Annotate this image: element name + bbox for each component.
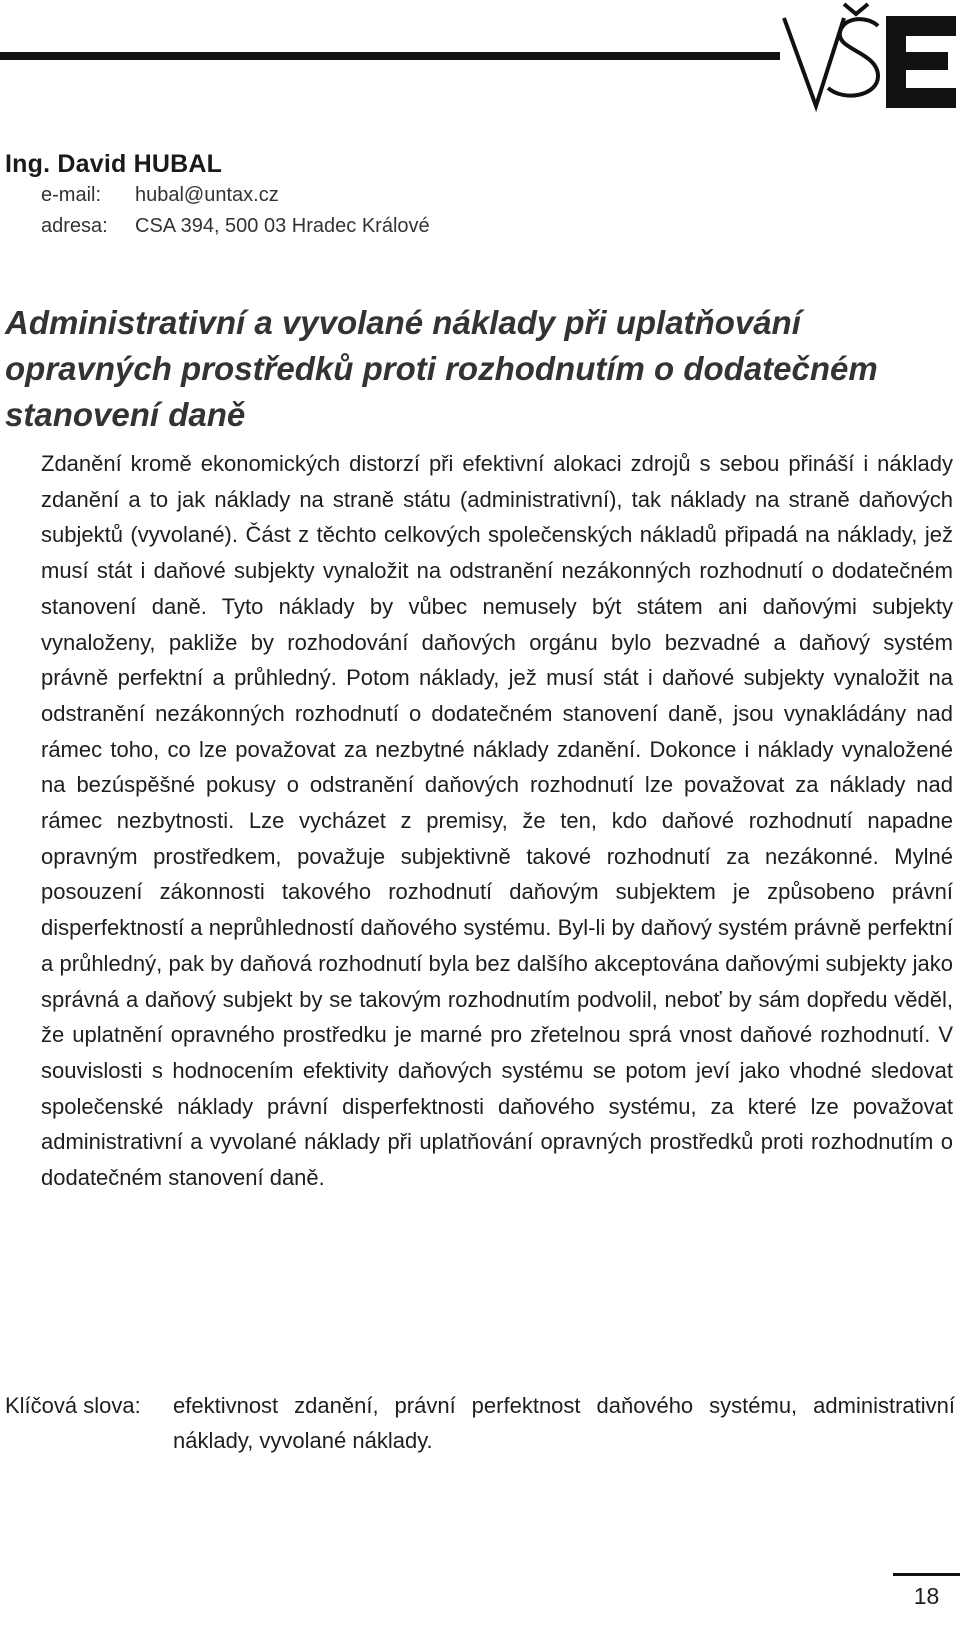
author-address-row (41, 215, 430, 238)
keywords-value: efektivnost zdanění, právní perfektnost daňového systému, administrativní náklady, vyvolané náklady. (173, 1393, 955, 1453)
author-email-row (41, 184, 279, 207)
header-rule (0, 52, 780, 60)
abstract-text: Zdanění kromě ekonomických distorzí při efektivní alokaci zdrojů s sebou přináší i náklady zdanění a to jak náklady na straně státu (administrativní), tak náklady na straně daňových subjektů (vyvolané). Část z těchto celkových společenských nákladů připadá na náklady, jež musí stát i daňové subjekty vynaložit na odstranění nezákonných rozhodnutí o dodatečném stanovení daně. Tyto náklady by vůbec nemusely být státem ani daňovými subjekty vynaloženy, pakliže by rozhodování daňových orgánu bylo bezvadné a daňový systém právně perfektní a průhledný. Potom náklady, jež musí stát i daňové subjekty vynaložit na odstranění nezákonných rozhodnutí o dodatečném stanovení daně, jsou vynakládány nad rámec toho, co lze považovat za nezbytné náklady zdanění. Dokonce i náklady vynaložené na bezúspěšné pokusy o odstranění daňových rozhodnutí lze považovat za náklady nad rámec nezbytnosti. Lze vycházet z premisy, že ten, kdo daňové rozhodnutí napadne opravným prostředkem, považuje subjektivně takové rozhodnutí za nezákonné. Mylné posouzení zákonnosti takového rozhodnutí daňovým subjektem je způsobeno právní disperfektností a neprůhledností daňového systému. Byl-li by daňový systém právně perfektní a průhledný, pak by daňová rozhodnutí byla bez dalšího akceptována daňovými subjekty jako správná a daňový subjekt by se takovým rozhodnutím podvolil, neboť by sám dopředu věděl, že uplatnění opravného prostředku je marné pro zřetelnou sprá vnost daňové rozhodnutí. V souvislosti s hodnocením efektivity daňových systému se potom jeví jako vhodné sledovat společenské náklady právní disperfektnosti daňového systému, za které lze považovat administrativní a vyvolané náklady při uplatňování opravných prostředků proti rozhodnutím o dodatečném stanovení daně. (41, 451, 953, 1191)
email-value: hubal@untax.cz (135, 184, 279, 206)
article-title: Administrativní a vyvolané náklady při uplatňování opravných prostředků proti rozhodnutím o dodatečném stanovení daně (5, 304, 878, 433)
email-label: e-mail: (41, 184, 102, 206)
keywords-label: Klíčová slova: (5, 1393, 141, 1418)
address-value: CSA 394, 500 03 Hradec Králové (135, 215, 430, 237)
address-label: adresa: (41, 215, 108, 237)
author-name: Ing. David HUBAL (5, 150, 223, 178)
vse-logo (782, 2, 960, 112)
page-number: 18 (893, 1573, 960, 1618)
